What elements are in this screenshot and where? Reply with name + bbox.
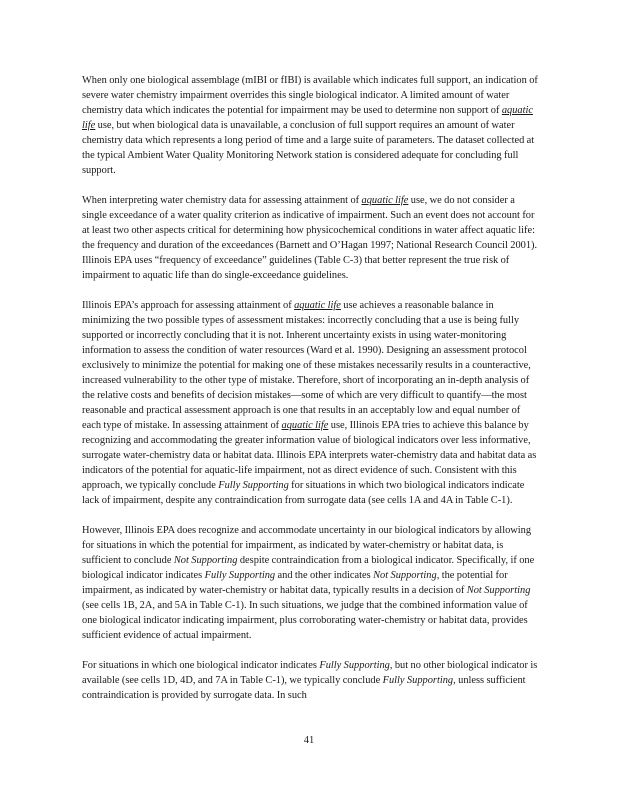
- text-run: and the other indicates: [275, 570, 374, 581]
- text-run: use, we do not consider a single exceedance of a water quality criterion as indicative of impairment. Such an event does not account for at least two other aspects critical for determining how physicochemical conditions in water affect aquatic life: the frequency and duration of the exceedances (Barnett and O’Hagan 1997; National Research Council 2001). Illinois EPA uses “frequency of exceedance” guidelines (Table C-3) that better represent the true risk of impairment to aquatic life than do single-exceedance guidelines.: [82, 195, 538, 281]
- status-term: Not Supporting: [466, 585, 531, 596]
- paragraph-1: [82, 73, 538, 178]
- text-run: When only one biological assemblage (mIBI or fIBI) is available which indicates full support, an indication of severe water chemistry impairment overrides this single biological indicator. A limited amount of water chemistry data which indicates the potential for impairment may be used to determine non support of: [82, 75, 538, 116]
- body-text: [82, 73, 538, 718]
- status-term: Not Supporting: [373, 570, 437, 581]
- aquatic-life-term: aquatic life: [281, 420, 329, 431]
- text-run: for situations in which two biological indicators indicate lack of impairment, despite any contraindication from surrogate data (see cells 1A and 4A in Table C-1).: [82, 480, 525, 506]
- aquatic-life-term: aquatic life: [294, 300, 341, 311]
- text-run: (see cells 1B, 2A, and 5A in Table C-1). In such situations, we judge that the combined information value of one biological indicator indicating impairment, plus corroborating water-chemistry or habitat data, provides sufficient evidence of actual impairment.: [82, 600, 528, 641]
- status-term: Not Supporting: [173, 555, 238, 566]
- status-term: Fully Supporting: [319, 660, 390, 671]
- text-run: When interpreting water chemistry data for assessing attainment of: [82, 195, 362, 206]
- status-term: Fully Supporting: [382, 675, 454, 686]
- text-run: , unless sufficient contraindication is provided by surrogate data. In such: [82, 675, 526, 701]
- text-run: use achieves a reasonable balance in minimizing the two possible types of assessment mistakes: incorrectly concluding that a use is being fully supported or incorrectly concluding that it is not. Inherent uncertainty exists in using water-monitoring information to assess the condition of water resources (Ward et al. 1990). Designing an assessment protocol exclusively to minimize the potential for making one of these mistakes necessarily results in a counteractive, increased vulnerability to the other type of mistake. Therefore, short of incorporating an in-depth analysis of the relative costs and benefits of decision mistakes—some of which are very difficult to quantify—the most reasonable and practical assessment approach is one that results in an acceptably low and equal number of each type of mistake. In assessing attainment of: [82, 300, 531, 431]
- text-run: , the potential for impairment, as indicated by water-chemistry or habitat data, typically results in a decision of: [82, 570, 508, 596]
- text-run: use, Illinois EPA tries to achieve this balance by recognizing and accommodating the greater information value of biological indicators over less informative, surrogate water-chemistry data or habitat data. Illinois EPA interprets water-chemistry data and habitat data as indicators of the potential for aquatic-life impairment, not as direct evidence of such. Consistent with this approach, we typically conclude: [82, 420, 537, 491]
- text-run: Illinois EPA’s approach for assessing attainment of: [82, 300, 295, 311]
- text-run: despite contraindication from a biological indicator. Specifically, if one biological indicator indicates: [82, 555, 535, 581]
- text-run: For situations in which one biological indicator indicates: [82, 660, 320, 671]
- paragraph-4: [82, 523, 538, 643]
- text-run: , but no other biological indicator is available (see cells 1D, 4D, and 7A in Table C-1), we typically conclude: [82, 660, 538, 686]
- paragraph-2: [82, 193, 538, 283]
- status-term: Fully Supporting: [204, 570, 276, 581]
- aquatic-life-term: aquatic life: [361, 195, 409, 206]
- paragraph-3: [82, 298, 538, 508]
- paragraph-5: [82, 658, 538, 703]
- text-run: use, but when biological data is unavailable, a conclusion of full support requires an amount of water chemistry data which represents a long period of time and a large suite of parameters. The dataset collected at the typical Ambient Water Quality Monitoring Network station is considered adequate for concluding full support.: [82, 120, 535, 176]
- page-number: 41: [303, 735, 315, 746]
- status-term: Fully Supporting: [218, 480, 289, 491]
- text-run: However, Illinois EPA does recognize and accommodate uncertainty in our biological indicators by allowing for situations in which the potential for impairment, as indicated by water-chemistry or habitat data, is sufficient to conclude: [82, 525, 532, 566]
- aquatic-life-term: aquatic life: [82, 105, 533, 131]
